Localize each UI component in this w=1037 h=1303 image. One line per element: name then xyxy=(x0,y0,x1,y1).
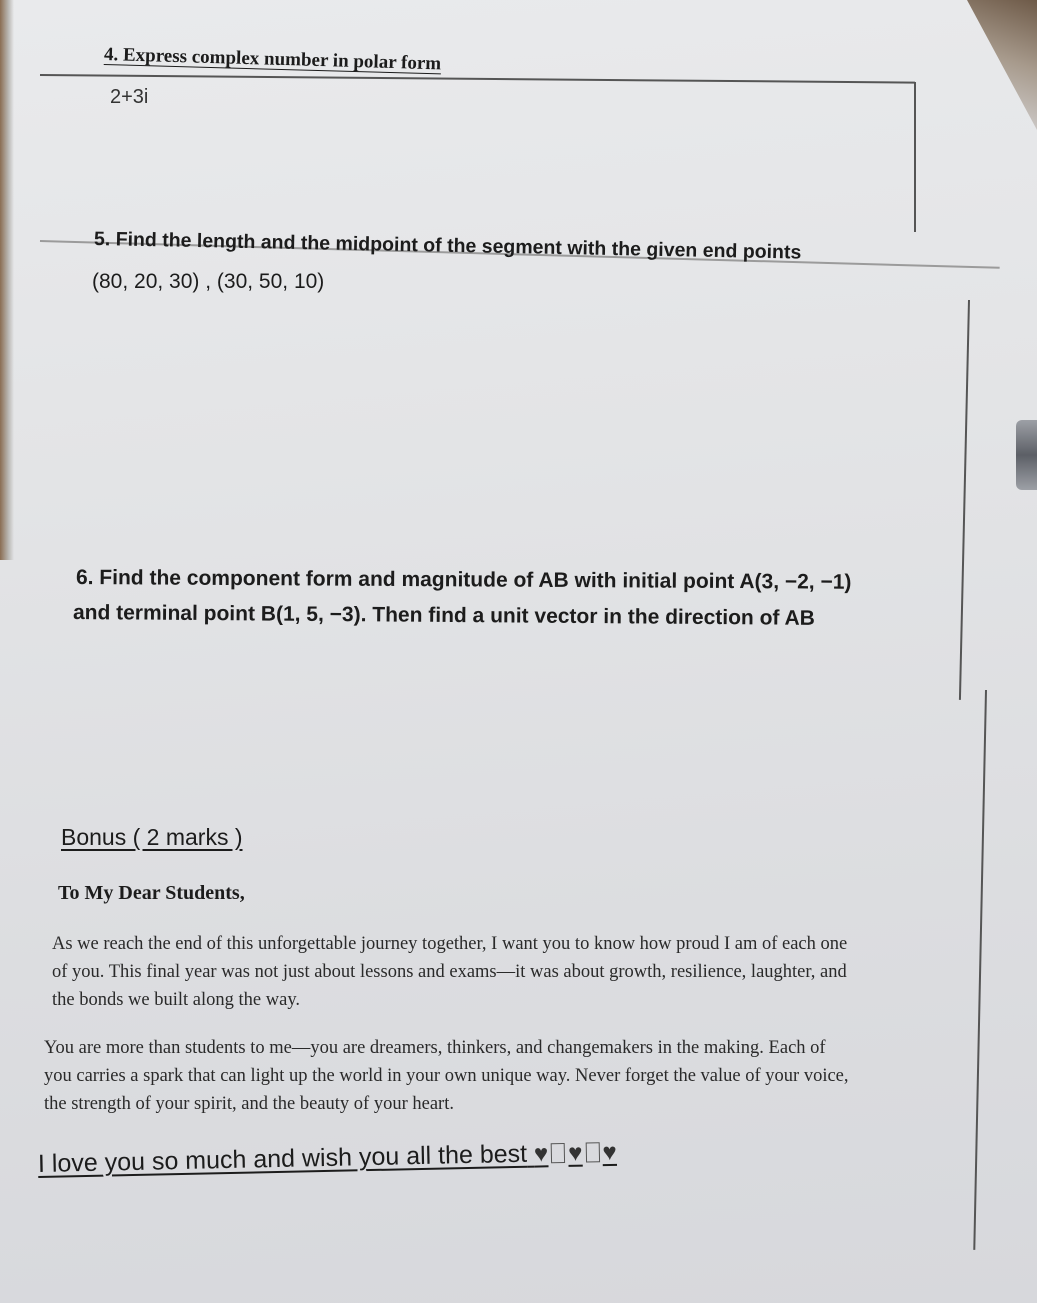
letter-paragraph-1 xyxy=(52,930,847,1014)
question-5-points: (80, 20, 30) , (30, 50, 10) xyxy=(92,270,325,293)
frame-right-line-2 xyxy=(959,300,970,700)
question-4-title: 4. Express complex number in polar form xyxy=(103,44,442,75)
paragraph-line: the bonds we built along the way. xyxy=(52,990,300,1010)
missing-glyph-icon xyxy=(551,1143,565,1163)
bonus-title: Bonus ( 2 marks ) xyxy=(61,824,243,850)
paragraph-line: of you. This final year was not just about lessons and exams—it was about growth, resilience, laughter, and xyxy=(52,962,847,982)
frame-right-line-3 xyxy=(973,690,986,1250)
paragraph-line: As we reach the end of this unforgettable journey together, I want you to know how proud I am of each one xyxy=(52,934,848,954)
question-6-line-1: 6. Find the component form and magnitude of AB with initial point A(3, −2, −1) xyxy=(75,566,852,594)
frame-right-line xyxy=(914,82,916,232)
desk-edge xyxy=(0,0,14,560)
question-4-expression: 2+3i xyxy=(110,86,149,108)
heart-icon: ♥ xyxy=(567,1139,583,1167)
folded-corner xyxy=(967,0,1037,130)
closing-line xyxy=(38,1138,617,1179)
letter-greeting: To My Dear Students, xyxy=(58,882,245,904)
paragraph-line: You are more than students to me—you are dreamers, thinkers, and changemakers in the making. Each of xyxy=(44,1038,826,1058)
question-6-line-2: and terminal point B(1, 5, −3). Then find a unit vector in the direction of AB xyxy=(72,601,815,630)
paragraph-line: you carries a spark that can light up the world in your own unique way. Never forget the value of your voice, xyxy=(44,1066,849,1086)
paragraph-line: the strength of your spirit, and the beauty of your heart. xyxy=(44,1094,454,1114)
missing-glyph-icon xyxy=(585,1142,599,1162)
heart-icon: ♥ xyxy=(602,1138,618,1167)
heart-icon: ♥ xyxy=(533,1140,549,1168)
question-5-title: 5. Find the length and the midpoint of the segment with the given end points xyxy=(93,228,802,264)
frame-top-line xyxy=(40,74,915,83)
margin-clip xyxy=(1016,420,1037,490)
letter-paragraph-2 xyxy=(44,1034,849,1118)
closing-text: I love you so much and wish you all the best xyxy=(37,1139,528,1178)
